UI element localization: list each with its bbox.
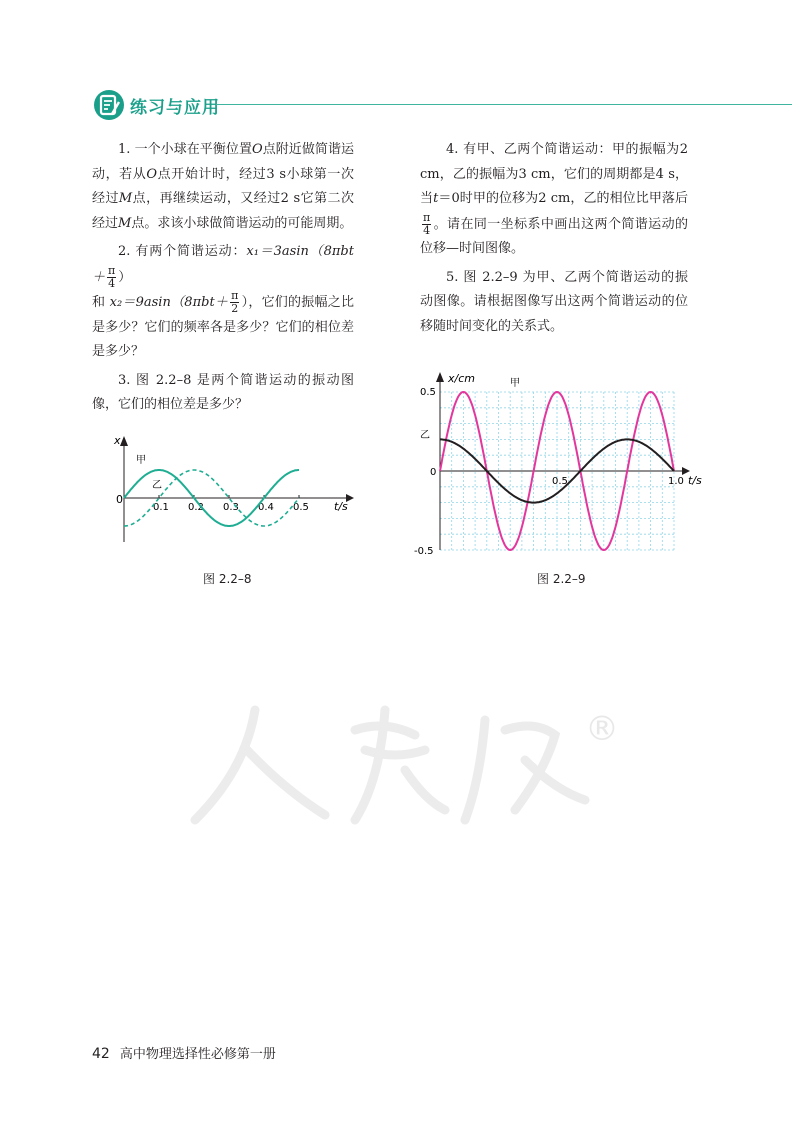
legend-yi: 乙 xyxy=(420,430,430,441)
watermark-registered-mark: ® xyxy=(585,709,619,749)
legend-jia: 甲 xyxy=(510,378,520,389)
page-footer xyxy=(92,1043,276,1062)
publisher-watermark-logo xyxy=(185,690,625,840)
y-axis-label: x xyxy=(114,434,121,447)
problem-1: 1. 一个小球在平衡位置O点附近做简谐运动，若从O点开始计时，经过3 s小球第一次经过M点，再继续运动，又经过2 s它第二次经过M点。求该小球做简谐运动的可能周期。 xyxy=(92,142,354,231)
y-axis-label: x/cm xyxy=(448,372,475,385)
x-tick-1-0: 1.0 xyxy=(668,476,684,487)
fraction-pi-over-2: $\frac{\pi}{2}$ xyxy=(231,289,239,315)
legend-jia: 甲 xyxy=(136,455,146,466)
fraction-pi-over-4: $\frac{\pi}{4}$ xyxy=(108,263,116,290)
y-axis-arrow xyxy=(120,436,128,446)
problem-3: 3. 图 2.2–8 是两个简谐运动的振动图像，它们的相位差是多少？ xyxy=(92,372,354,412)
figure-2-2-9 xyxy=(410,370,710,560)
section-header xyxy=(92,88,792,124)
figure-2-2-9-caption: 图 2.2–9 xyxy=(537,572,586,586)
y-tick-0-5: 0.5 xyxy=(420,387,436,398)
x-axis-label: t/s xyxy=(688,474,702,487)
x-tick-label: 0.4 xyxy=(258,502,274,513)
x-tick-label: 0.3 xyxy=(223,502,239,513)
y-tick-0: 0 xyxy=(430,467,437,478)
x-tick-label: 0.5 xyxy=(293,502,309,513)
origin-label: 0 xyxy=(116,493,123,506)
figure-2-2-8-caption: 图 2.2–8 xyxy=(203,572,252,586)
exercise-icon xyxy=(92,88,126,122)
book-title: 高中物理选择性必修第一册 xyxy=(119,1047,276,1062)
left-column xyxy=(92,138,354,422)
section-title: 练习与应用 xyxy=(130,98,220,118)
y-axis-arrow xyxy=(436,372,444,382)
x-tick-0-5: 0.5 xyxy=(552,476,568,487)
x-tick-label: 0.1 xyxy=(153,502,169,513)
header-rule xyxy=(216,104,792,105)
problem-4: 4. 有甲、乙两个简谐运动：甲的振幅为2 cm，乙的振幅为3 cm，它们的周期都是4 s，当t＝0时甲的位移为2 cm，乙的相位比甲落后 $\frac{\pi}{4}$ 。请在同一坐标系中画出这两个简谐运动的位移—时间图像。 xyxy=(420,142,688,256)
problem-2: 2. 有两个简谐运动：x₁＝3asin（8πbt＋ $\frac{\pi}{4}$ ） 和 x₂＝9asin（8πbt＋ $\frac{\pi}{2}$ ），它们的振幅之比是多少？它们的频率各是多少？它们的相位差是多少？ xyxy=(92,244,354,359)
x-tick-label: 0.2 xyxy=(188,502,204,513)
problem-5: 5. 图 2.2–9 为甲、乙两个简谐运动的振动图像。请根据图像写出这两个简谐运动的位移随时间变化的关系式。 xyxy=(420,269,688,334)
legend-yi: 乙 xyxy=(152,480,162,491)
y-tick-minus-0-5: -0.5 xyxy=(414,546,434,557)
figure-2-2-8 xyxy=(108,430,368,550)
fraction-pi-over-4: $\frac{\pi}{4}$ xyxy=(423,210,431,237)
x-axis-label: t/s xyxy=(334,500,348,513)
right-column xyxy=(420,138,688,343)
page-number: 42 xyxy=(92,1046,110,1062)
